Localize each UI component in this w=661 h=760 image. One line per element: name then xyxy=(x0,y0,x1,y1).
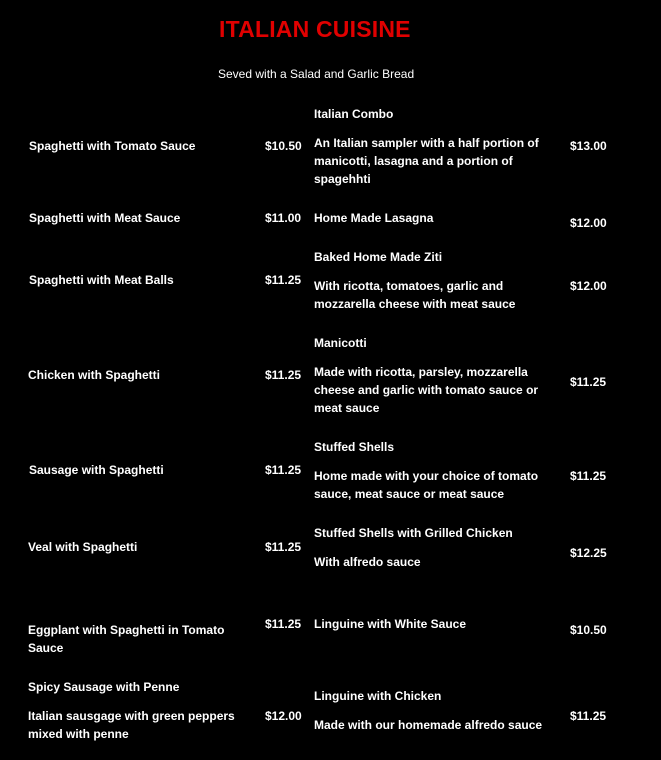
menu-item-price: $13.00 xyxy=(570,139,607,153)
menu-item-price: $12.00 xyxy=(570,216,607,230)
menu-item-description: Italian sausgage with green peppers mixed with penne xyxy=(28,709,235,741)
menu-item-price: $11.25 xyxy=(570,375,607,389)
menu-item-price: $12.00 xyxy=(570,279,607,293)
page-title: ITALIAN CUISINE xyxy=(219,16,411,42)
menu-item-price: $12.25 xyxy=(570,546,607,560)
menu-item-name: Chicken with Spaghetti xyxy=(28,368,161,382)
page-subtitle: Seved with a Salad and Garlic Bread xyxy=(218,67,415,81)
menu-item-description: Made with our homemade alfredo sauce xyxy=(314,718,543,732)
menu-item-name: Spicy Sausage with Penne xyxy=(28,680,180,694)
menu-item-price: $11.25 xyxy=(265,463,302,477)
menu-item-price: $11.25 xyxy=(570,469,607,483)
menu-item-name: Eggplant with Spaghetti in Tomato Sauce xyxy=(28,623,225,655)
menu-item-name: Stuffed Shells with Grilled Chicken xyxy=(314,526,513,540)
menu-item-name: Spaghetti with Tomato Sauce xyxy=(29,139,196,153)
menu-item-name: Linguine with Chicken xyxy=(314,689,442,703)
menu-item-price: $10.50 xyxy=(570,623,607,637)
menu-item-price: $11.25 xyxy=(265,273,302,287)
menu-item-name: Sausage with Spaghetti xyxy=(29,463,164,477)
menu-item-name: Home Made Lasagna xyxy=(314,211,434,225)
menu-item-price: $11.00 xyxy=(265,211,302,225)
menu-item-name: Manicotti xyxy=(314,336,367,350)
menu-item-name: Stuffed Shells xyxy=(314,440,395,454)
menu-item-price: $11.25 xyxy=(570,709,607,723)
menu-item-name: Veal with Spaghetti xyxy=(28,540,138,554)
menu-item-description: Home made with your choice of tomato sauce, meat sauce or meat sauce xyxy=(314,469,539,501)
menu-item-name: Italian Combo xyxy=(314,107,394,121)
menu-item-description: An Italian sampler with a half portion of manicotti, lasagna and a portion of spagehhti xyxy=(314,136,539,186)
menu-item-name: Linguine with White Sauce xyxy=(314,617,467,631)
menu-item-price: $10.50 xyxy=(265,139,302,153)
menu-item-price: $11.25 xyxy=(265,617,302,631)
menu-item-description: With ricotta, tomatoes, garlic and mozzarella cheese with meat sauce xyxy=(314,279,516,311)
menu-item-price: $11.25 xyxy=(265,368,302,382)
menu-item-price: $12.00 xyxy=(265,709,302,723)
menu-item-description: Made with ricotta, parsley, mozzarella cheese and garlic with tomato sauce or meat sauce xyxy=(314,365,539,415)
menu-item-name: Spaghetti with Meat Balls xyxy=(29,273,174,287)
menu-item-description: With alfredo sauce xyxy=(314,555,421,569)
menu-item-name: Spaghetti with Meat Sauce xyxy=(29,211,181,225)
menu-item-name: Baked Home Made Ziti xyxy=(314,250,443,264)
menu-item-price: $11.25 xyxy=(265,540,302,554)
